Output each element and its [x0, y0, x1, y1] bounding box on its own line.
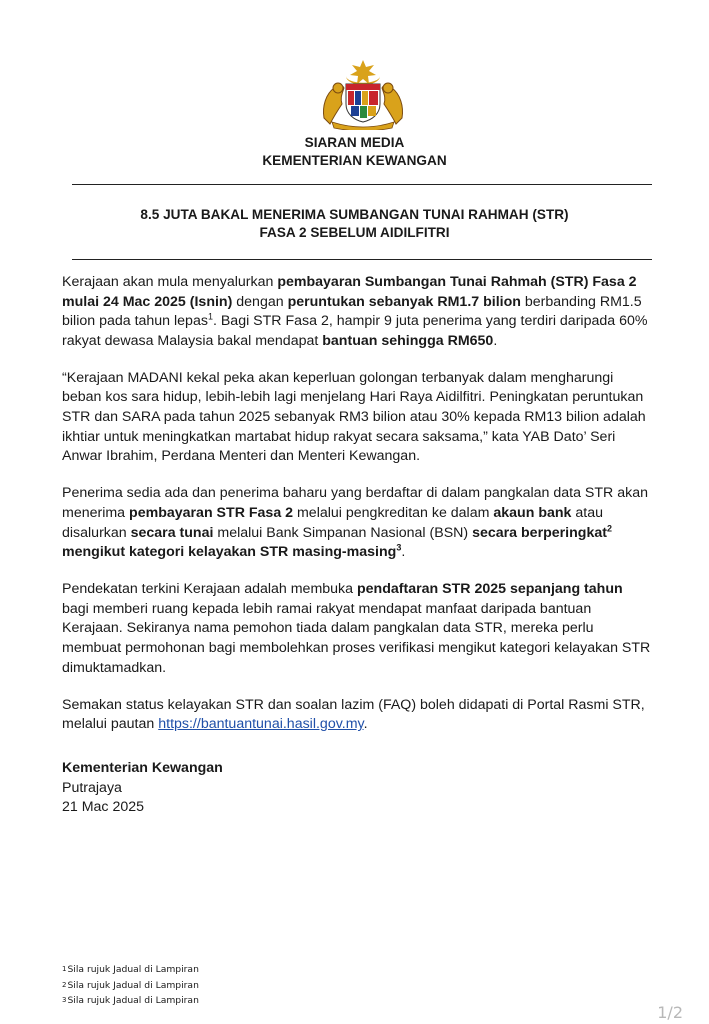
signature-date: 21 Mac 2025 — [62, 799, 145, 816]
p5-text-b: . — [363, 716, 368, 733]
top-divider — [72, 184, 652, 185]
headline-line-2: FASA 2 SEBELUM AIDILFITRI — [259, 225, 450, 240]
footnote-1 — [62, 962, 199, 978]
footnote-text: Sila rujuk Jadual di Lampiran — [67, 995, 199, 1006]
footnote-number: 1 — [62, 965, 67, 973]
p1-text-c: dengan — [232, 293, 288, 310]
paragraph-3 — [62, 484, 652, 562]
paragraph-2: “Kerajaan MADANI kekal peka akan keperluan golongan terbanyak dalam mengharungi beban kos sara hidup, lebih-lebih lagi menjelang Hari Raya Aidilfitri. Peningkatan peruntukan STR dan SARA pada tahun 2025 sebanyak RM3 bilion atau 30% kepada RM13 bilion adalah ikhtiar untuk meningkatkan martabat hidup rakyat secara saksama,” kata YAB Dato’ Seri Anwar Ibrahim, Perdana Menteri dan Menteri Kewangan. — [62, 369, 646, 465]
p3-bold-payment: pembayaran STR Fasa 2 — [129, 504, 294, 521]
bottom-divider — [72, 259, 652, 260]
press-header — [0, 134, 709, 170]
p3-text-g: melalui Bank Simpanan Nasional (BSN) — [213, 524, 473, 541]
p3-bold-phased-text: secara berperingkat — [472, 524, 607, 541]
footnote-text: Sila rujuk Jadual di Lampiran — [67, 964, 199, 975]
press-body — [62, 273, 652, 752]
coat-of-arms-emblem — [318, 58, 408, 130]
footnote-3 — [62, 993, 199, 1009]
p1-bold-allocation: peruntukan sebanyak RM1.7 bilion — [287, 293, 521, 310]
ministry-name: KEMENTERIAN KEWANGAN — [262, 153, 447, 168]
footnote-ref-3: 3 — [396, 542, 402, 553]
p5-text-a: Semakan status kelayakan STR dan soalan lazim (FAQ) boleh didapati di Portal Rasmi STR, melalui pautan — [62, 696, 645, 733]
p1-text-h: . — [493, 332, 498, 349]
p1-bold-payment: pembayaran Sumbangan Tunai Rahmah (STR) Fasa 2 mulai 24 Mac 2025 (Isnin) — [62, 274, 637, 310]
p3-bold-category: mengikut kategori kelayakan STR masing-masing — [62, 544, 397, 561]
footnote-text: Sila rujuk Jadual di Lampiran — [67, 979, 199, 991]
signature-place: Putrajaya — [62, 779, 122, 796]
p1-text-e: berbanding RM1.5 bilion pada tahun lepas — [62, 293, 642, 330]
p3-bold-cash: secara tunai — [130, 524, 214, 541]
signature-block — [62, 759, 223, 818]
paragraph-5 — [62, 696, 652, 735]
paragraph-4 — [62, 580, 652, 678]
p1-bold-aid: bantuan sehingga RM650 — [322, 332, 494, 349]
crest-ribbon-icon — [332, 122, 394, 130]
p4-bold-registration: pendaftaran STR 2025 sepanjang tahun — [356, 581, 623, 598]
footnote-ref-1: 1 — [207, 311, 213, 322]
p3-bold-bank: akaun bank — [493, 504, 572, 521]
p3-text-a: Penerima sedia ada dan penerima baharu yang berdaftar di dalam pangkalan data STR akan menerima — [62, 485, 649, 521]
p1-text-f: . Bagi STR Fasa 2, hampir 9 juta penerima yang terdiri daripada 60% rakyat dewasa Malaysia bakal mendapat — [62, 313, 648, 349]
footnote-number: 3 — [62, 996, 67, 1004]
p3-text-c: melalui pengkreditan ke dalam — [293, 504, 494, 521]
headline — [0, 206, 709, 242]
page-indicator: 1/2 — [657, 1003, 683, 1022]
signature-org: Kementerian Kewangan — [62, 760, 223, 776]
footnote-2 — [62, 978, 199, 994]
p3-text-e: atau disalurkan — [62, 504, 603, 541]
footnotes — [62, 962, 199, 1009]
paragraph-1 — [62, 273, 652, 351]
p1-text-a: Kerajaan akan mula menyalurkan — [62, 274, 278, 290]
portal-link[interactable]: https://bantuantunai.hasil.gov.my — [158, 716, 364, 733]
p4-text-a: Pendekatan terkini Kerajaan adalah membuka — [62, 581, 357, 598]
p4-text-c: bagi memberi ruang kepada lebih ramai rakyat mendapat manfaat daripada bantuan Kerajaan. Sekiranya nama pemohon tiada dalam pangkalan data STR, mereka perlu membuat permohonan bagi membolehkan proses verifikasi mengikut kategori kelayakan STR dimuktamadkan. — [62, 600, 651, 676]
footnote-ref-2: 2 — [606, 522, 612, 533]
footnote-number: 2 — [62, 980, 67, 989]
crest-star-icon — [350, 60, 376, 84]
p3-text-j: . — [401, 544, 406, 561]
headline-line-1: 8.5 JUTA BAKAL MENERIMA SUMBANGAN TUNAI RAHMAH (STR) — [140, 207, 569, 222]
press-header-label: SIARAN MEDIA — [304, 135, 405, 150]
